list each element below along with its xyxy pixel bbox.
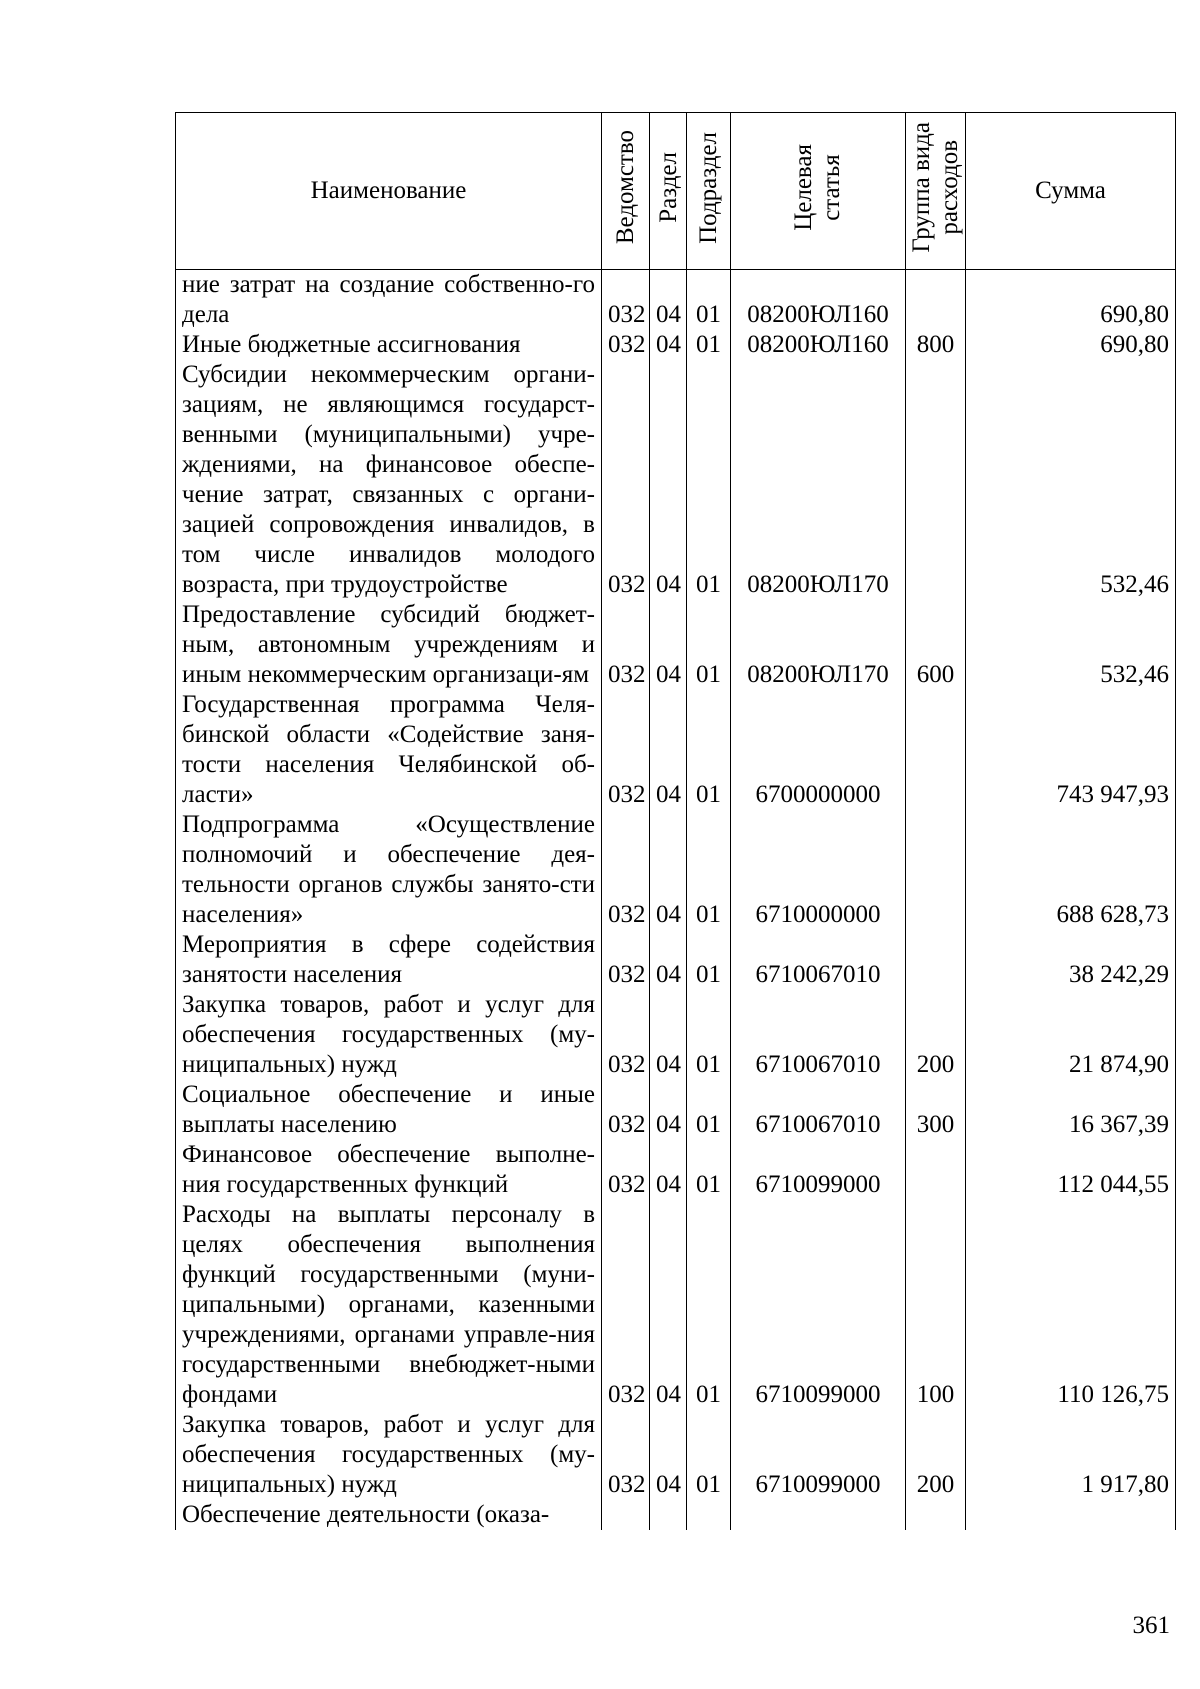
cell-expense-group — [906, 930, 966, 990]
cell-sum — [966, 1500, 1176, 1530]
cell-razdel: 04 — [650, 270, 687, 331]
cell-vedomstvo: 032 — [602, 990, 650, 1080]
header-target-article: Целевая статья — [731, 113, 906, 270]
cell-name: Закупка товаров, работ и услуг для обеспечения государственных (му-ниципальных) нужд — [176, 1410, 602, 1500]
cell-name: ние затрат на создание собственно-го дела — [176, 270, 602, 331]
cell-target-article: 6700000000 — [731, 690, 906, 810]
cell-podrazdel: 01 — [687, 1410, 731, 1500]
cell-razdel: 04 — [650, 690, 687, 810]
cell-name: Закупка товаров, работ и услуг для обеспечения государственных (му-ниципальных) нужд — [176, 990, 602, 1080]
table-row — [176, 1200, 1176, 1410]
cell-podrazdel: 01 — [687, 930, 731, 990]
cell-name: Обеспечение деятельности (оказа- — [176, 1500, 602, 1530]
cell-podrazdel — [687, 1500, 731, 1530]
cell-razdel: 04 — [650, 810, 687, 930]
cell-target-article: 6710000000 — [731, 810, 906, 930]
cell-target-article: 6710099000 — [731, 1140, 906, 1200]
cell-target-article: 6710067010 — [731, 990, 906, 1080]
cell-podrazdel: 01 — [687, 330, 731, 360]
cell-sum: 532,46 — [966, 360, 1176, 600]
cell-razdel: 04 — [650, 1200, 687, 1410]
table-row — [176, 360, 1176, 600]
cell-podrazdel: 01 — [687, 1140, 731, 1200]
cell-sum: 690,80 — [966, 330, 1176, 360]
cell-target-article: 08200ЮЛ160 — [731, 330, 906, 360]
cell-expense-group — [906, 1500, 966, 1530]
cell-vedomstvo: 032 — [602, 600, 650, 690]
cell-expense-group: 100 — [906, 1200, 966, 1410]
cell-vedomstvo: 032 — [602, 690, 650, 810]
table-row — [176, 990, 1176, 1080]
cell-sum: 688 628,73 — [966, 810, 1176, 930]
cell-expense-group: 200 — [906, 990, 966, 1080]
cell-vedomstvo: 032 — [602, 360, 650, 600]
cell-vedomstvo: 032 — [602, 1410, 650, 1500]
cell-expense-group: 800 — [906, 330, 966, 360]
page-number: 361 — [1132, 1612, 1170, 1639]
cell-razdel: 04 — [650, 930, 687, 990]
table-row — [176, 270, 1176, 331]
cell-sum: 743 947,93 — [966, 690, 1176, 810]
cell-podrazdel: 01 — [687, 1200, 731, 1410]
cell-expense-group — [906, 270, 966, 331]
cell-vedomstvo: 032 — [602, 330, 650, 360]
cell-name: Государственная программа Челя-бинской области «Содействие заня-тости населения Челябинской об-ласти» — [176, 690, 602, 810]
cell-expense-group — [906, 1140, 966, 1200]
cell-target-article: 08200ЮЛ170 — [731, 600, 906, 690]
cell-name: Предоставление субсидий бюджет-ным, автономным учреждениям и иным некоммерческим организаци-ям — [176, 600, 602, 690]
header-razdel: Раздел — [650, 113, 687, 270]
cell-name: Финансовое обеспечение выполне-ния государственных функций — [176, 1140, 602, 1200]
table-body — [176, 270, 1176, 1531]
cell-razdel — [650, 1500, 687, 1530]
cell-sum: 112 044,55 — [966, 1140, 1176, 1200]
cell-expense-group: 600 — [906, 600, 966, 690]
cell-target-article: 6710067010 — [731, 1080, 906, 1140]
cell-sum: 110 126,75 — [966, 1200, 1176, 1410]
cell-expense-group — [906, 690, 966, 810]
cell-name: Иные бюджетные ассигнования — [176, 330, 602, 360]
cell-vedomstvo — [602, 1500, 650, 1530]
header-vedomstvo: Ведомство — [602, 113, 650, 270]
cell-target-article: 08200ЮЛ170 — [731, 360, 906, 600]
cell-sum: 1 917,80 — [966, 1410, 1176, 1500]
cell-expense-group — [906, 360, 966, 600]
cell-name: Социальное обеспечение и иные выплаты населению — [176, 1080, 602, 1140]
cell-razdel: 04 — [650, 330, 687, 360]
table-row — [176, 1500, 1176, 1530]
cell-target-article: 08200ЮЛ160 — [731, 270, 906, 331]
header-podrazdel: Подраздел — [687, 113, 731, 270]
cell-vedomstvo: 032 — [602, 1080, 650, 1140]
cell-sum: 16 367,39 — [966, 1080, 1176, 1140]
cell-vedomstvo: 032 — [602, 270, 650, 331]
cell-podrazdel: 01 — [687, 360, 731, 600]
table-row — [176, 330, 1176, 360]
cell-target-article: 6710067010 — [731, 930, 906, 990]
cell-podrazdel: 01 — [687, 990, 731, 1080]
cell-vedomstvo: 032 — [602, 1140, 650, 1200]
table-row — [176, 1140, 1176, 1200]
header-sum: Сумма — [966, 113, 1176, 270]
cell-name: Подпрограмма «Осуществление полномочий и обеспечение дея-тельности органов службы занято-сти населения» — [176, 810, 602, 930]
cell-razdel: 04 — [650, 1080, 687, 1140]
cell-target-article: 6710099000 — [731, 1410, 906, 1500]
cell-podrazdel: 01 — [687, 600, 731, 690]
cell-target-article — [731, 1500, 906, 1530]
cell-sum: 532,46 — [966, 600, 1176, 690]
table-row — [176, 810, 1176, 930]
cell-name: Субсидии некоммерческим органи-зациям, не являющимся государст-венными (муниципальными) учре-ждениями, на финансовое обеспе-чение затрат, связанных с органи-зацией сопровождения инвалидов, в том числе инвалидов молодого возраста, при трудоустройстве — [176, 360, 602, 600]
cell-podrazdel: 01 — [687, 810, 731, 930]
budget-table — [175, 112, 1176, 1530]
cell-sum: 690,80 — [966, 270, 1176, 331]
cell-vedomstvo: 032 — [602, 1200, 650, 1410]
cell-expense-group: 200 — [906, 1410, 966, 1500]
cell-name: Мероприятия в сфере содействия занятости населения — [176, 930, 602, 990]
table-row — [176, 690, 1176, 810]
cell-vedomstvo: 032 — [602, 930, 650, 990]
cell-expense-group: 300 — [906, 1080, 966, 1140]
cell-razdel: 04 — [650, 360, 687, 600]
cell-razdel: 04 — [650, 1140, 687, 1200]
header-expense-group: Группа вида расходов — [906, 113, 966, 270]
header-name: Наименование — [176, 113, 602, 270]
cell-razdel: 04 — [650, 600, 687, 690]
table-row — [176, 1080, 1176, 1140]
cell-expense-group — [906, 810, 966, 930]
table-row — [176, 1410, 1176, 1500]
cell-sum: 21 874,90 — [966, 990, 1176, 1080]
table-header-row — [176, 113, 1176, 270]
table-row — [176, 930, 1176, 990]
cell-name: Расходы на выплаты персоналу в целях обеспечения выполнения функций государственными (муни-ципальными) органами, казенными учреждениями, органами управле-ния государственными внебюджет-ными фондами — [176, 1200, 602, 1410]
table-row — [176, 600, 1176, 690]
cell-podrazdel: 01 — [687, 690, 731, 810]
cell-podrazdel: 01 — [687, 270, 731, 331]
cell-podrazdel: 01 — [687, 1080, 731, 1140]
cell-razdel: 04 — [650, 1410, 687, 1500]
cell-vedomstvo: 032 — [602, 810, 650, 930]
cell-target-article: 6710099000 — [731, 1200, 906, 1410]
cell-razdel: 04 — [650, 990, 687, 1080]
cell-sum: 38 242,29 — [966, 930, 1176, 990]
